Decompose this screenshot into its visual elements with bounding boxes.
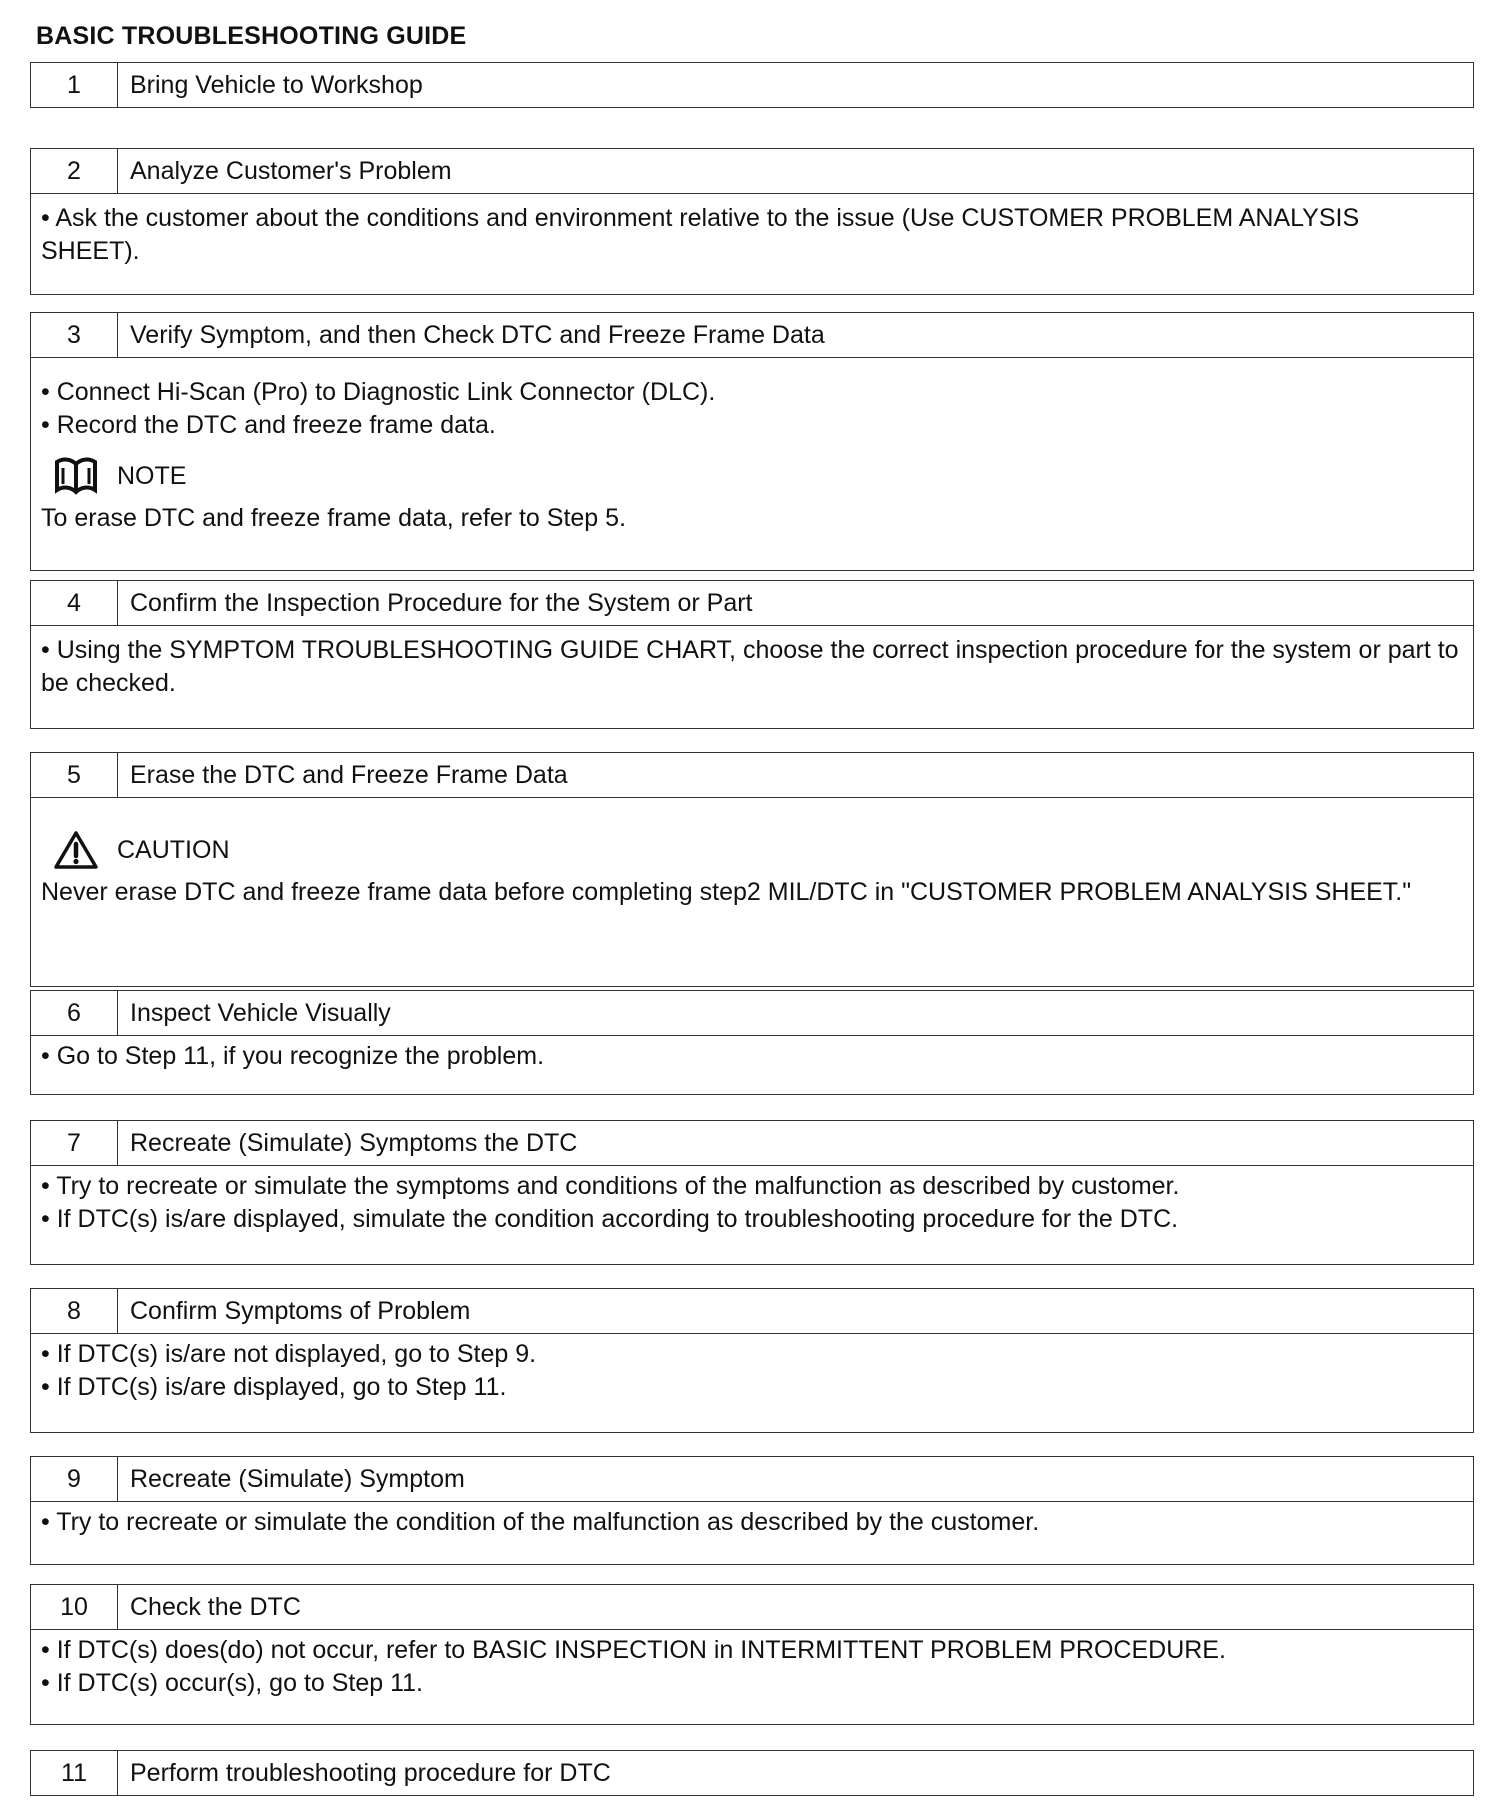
step-header (31, 1121, 1473, 1165)
bullet-item: • Try to recreate or simulate the condition of the malfunction as described by the customer. (41, 1508, 1040, 1536)
step-body (31, 357, 1473, 570)
step-header (31, 313, 1473, 357)
step-4 (30, 580, 1474, 729)
bullet-item: • Using the SYMPTOM TROUBLESHOOTING GUIDE CHART, choose the correct inspection procedure for the system or part to be checked. (41, 636, 1459, 697)
bullet-item: • If DTC(s) is/are displayed, go to Step 11. (41, 1373, 507, 1401)
step-body (31, 1629, 1473, 1724)
bullet-item: • If DTC(s) does(do) not occur, refer to BASIC INSPECTION in INTERMITTENT PROBLEM PROCEDURE. (41, 1636, 1226, 1664)
step-number: 9 (31, 1457, 118, 1501)
step-number: 1 (31, 63, 118, 107)
bullet-item: • Go to Step 11, if you recognize the problem. (41, 1042, 545, 1070)
step-body (31, 1165, 1473, 1264)
step-title: Confirm the Inspection Procedure for the System or Part (130, 588, 753, 617)
step-number: 7 (31, 1121, 118, 1165)
step-9 (30, 1456, 1474, 1565)
bullet-item: • Connect Hi-Scan (Pro) to Diagnostic Link Connector (DLC). (41, 378, 716, 406)
step-header (31, 1751, 1473, 1795)
step-7 (30, 1120, 1474, 1265)
step-title: Bring Vehicle to Workshop (130, 70, 423, 99)
step-10 (30, 1584, 1474, 1725)
step-title: Recreate (Simulate) Symptoms the DTC (130, 1128, 578, 1157)
step-number: 6 (31, 991, 118, 1035)
step-header (31, 1289, 1473, 1333)
step-title: Check the DTC (130, 1592, 301, 1621)
step-body (31, 625, 1473, 728)
caution-heading (53, 830, 1463, 870)
step-header (31, 1585, 1473, 1629)
step-title: Verify Symptom, and then Check DTC and Freeze Frame Data (130, 320, 825, 349)
step-body (31, 1501, 1473, 1564)
step-title: Perform troubleshooting procedure for DTC (130, 1758, 611, 1787)
step-body (31, 797, 1473, 986)
step-number: 2 (31, 149, 118, 193)
step-3 (30, 312, 1474, 571)
note-text: To erase DTC and freeze frame data, refer to Step 5. (41, 504, 627, 532)
step-header (31, 991, 1473, 1035)
caution-label: CAUTION (117, 835, 230, 864)
warning-icon (53, 830, 99, 870)
step-title: Inspect Vehicle Visually (130, 998, 391, 1027)
caution-text: Never erase DTC and freeze frame data before completing step2 MIL/DTC in "CUSTOMER PROBLEM ANALYSIS SHEET." (41, 878, 1412, 906)
bullet-item: • If DTC(s) is/are not displayed, go to Step 9. (41, 1340, 537, 1368)
step-body (31, 1035, 1473, 1094)
step-11 (30, 1750, 1474, 1796)
step-2 (30, 148, 1474, 295)
step-title: Confirm Symptoms of Problem (130, 1296, 471, 1325)
bullet-item: • If DTC(s) is/are displayed, simulate the condition according to troubleshooting procedure for the DTC. (41, 1205, 1179, 1233)
book-icon (53, 456, 99, 496)
step-header (31, 1457, 1473, 1501)
step-number: 10 (31, 1585, 118, 1629)
page-title: BASIC TROUBLESHOOTING GUIDE (36, 22, 467, 50)
step-8 (30, 1288, 1474, 1433)
step-number: 11 (31, 1751, 118, 1795)
bullet-item: • Record the DTC and freeze frame data. (41, 411, 496, 439)
step-number: 8 (31, 1289, 118, 1333)
step-body (31, 1333, 1473, 1432)
step-header (31, 63, 1473, 107)
step-header (31, 753, 1473, 797)
bullet-item: • Try to recreate or simulate the symptoms and conditions of the malfunction as described by customer. (41, 1172, 1180, 1200)
step-title: Erase the DTC and Freeze Frame Data (130, 760, 568, 789)
step-title: Recreate (Simulate) Symptom (130, 1464, 465, 1493)
step-number: 3 (31, 313, 118, 357)
step-title: Analyze Customer's Problem (130, 156, 452, 185)
bullet-item: • Ask the customer about the conditions and environment relative to the issue (Use CUSTOMER PROBLEM ANALYSIS SHEET). (41, 204, 1360, 265)
note-heading (53, 456, 1463, 496)
bullet-item: • If DTC(s) occur(s), go to Step 11. (41, 1669, 424, 1697)
step-number: 4 (31, 581, 118, 625)
note-label: NOTE (117, 461, 187, 490)
step-header (31, 149, 1473, 193)
step-number: 5 (31, 753, 118, 797)
step-5 (30, 752, 1474, 987)
step-1 (30, 62, 1474, 108)
step-body (31, 193, 1473, 294)
step-6 (30, 990, 1474, 1095)
step-header (31, 581, 1473, 625)
